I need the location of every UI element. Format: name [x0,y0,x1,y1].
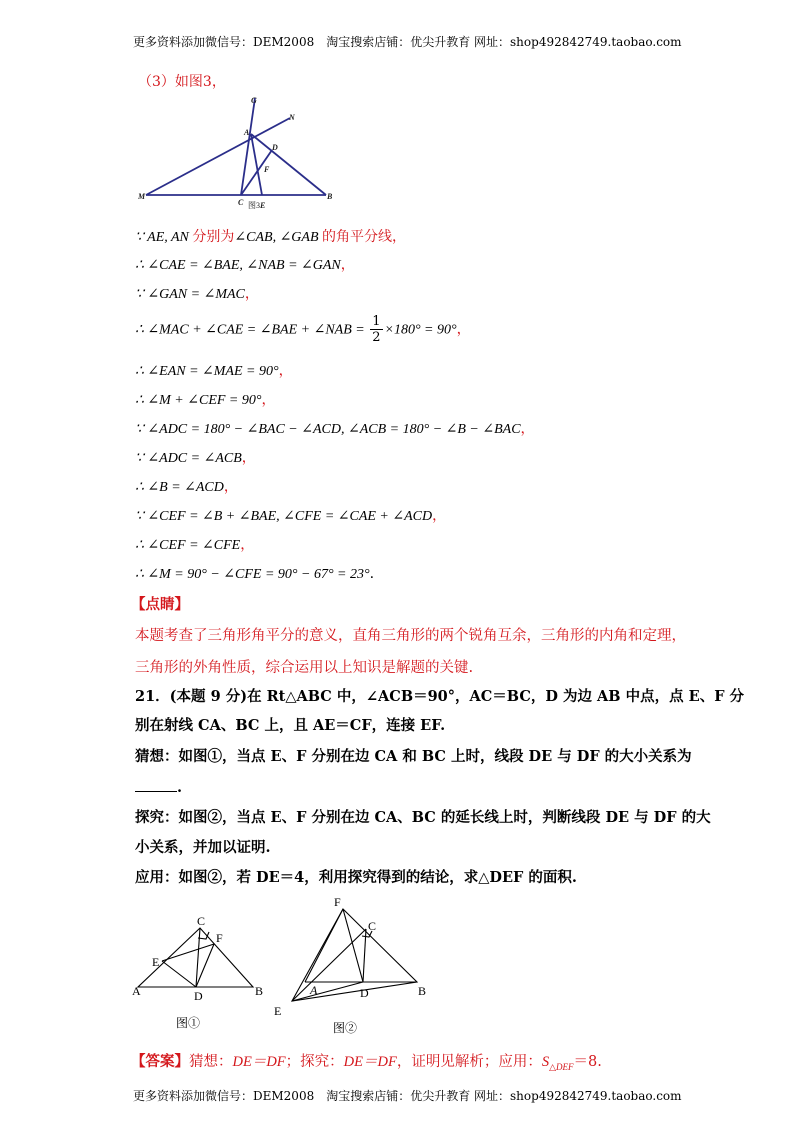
fig1-label-F: F [216,931,223,945]
figure3-caption: 图3 [248,201,260,210]
proof-line-9: ∴ ∠B = ∠ACD， [135,479,238,495]
comment-line-1: 本题考查了三角形角平分的意义，直角三角形的两个锐角互余，三角形的内角和定理， [135,628,686,644]
answer-blank [135,791,177,792]
comment-line-2: 三角形的外角性质，综合运用以上知识是解题的关键. [135,660,474,676]
proof-line-1: ∵ AE, AN 分别为∠CAB, ∠GAB 的角平分线， [135,229,407,245]
label-B: B [327,192,333,201]
fig1-label-D: D [194,989,203,1003]
figures-1-2 [128,892,448,1042]
part3-label: （3）如图3， [138,74,226,90]
fig2-label-F: F [334,895,341,909]
proof-line-4: ∴ ∠MAC + ∠CAE = ∠BAE + ∠NAB = $\frac{1}{2}$ ×180° = 90°， [135,314,471,345]
label-D: D [272,143,278,152]
fig1-label-A: A [132,984,141,998]
q21-line-4: . [135,778,182,798]
page-header: 更多资料添加微信号：DEM2008 淘宝搜索店铺：优尖升教育 网址：shop492842749.taobao.com [133,35,682,49]
comment-title: 【点睛】 [131,596,189,613]
proof-line-5: ∴ ∠EAN = ∠MAE = 90°， [135,363,293,379]
proof-line-10: ∵ ∠CEF = ∠B + ∠BAE, ∠CFE = ∠CAE + ∠ACD， [135,508,447,524]
fraction-one-half: $\frac{1}{2}$ [372,314,381,345]
fig1-caption: 图① [176,1016,201,1030]
label-N: N [289,113,295,122]
q21-line-2: 别在射线 CA、BC 上，且 AE＝CF，连接 EF. [135,717,446,734]
fig2-caption: 图② [333,1021,358,1035]
proof-line-11: ∴ ∠CEF = ∠CFE， [135,537,255,553]
page-footer: 更多资料添加微信号：DEM2008 淘宝搜索店铺：优尖升教育 网址：shop492842749.taobao.com [133,1089,682,1103]
fig2-label-E: E [274,1004,282,1018]
proof-line-8: ∵ ∠ADC = ∠ACB， [135,450,256,466]
fig2-label-B: B [418,984,427,998]
fig2-label-A: A [310,983,318,997]
proof-line-6: ∴ ∠M + ∠CEF = 90°， [135,392,276,408]
label-F: F [264,165,270,174]
answer-line: 【答案】猜想：DE＝DF；探究：DE＝DF，证明见解析；应用：$S_{\triangle DEF}=8$. [131,1053,602,1072]
fig2-label-C: C [368,919,377,933]
proof-line-2: ∴ ∠CAE = ∠BAE, ∠NAB = ∠GAN， [135,257,355,273]
q21-line-1: 21．(本题 9 分)在 Rt△ABC 中，∠ACB＝90°，AC＝BC，D 为边 AB 中点，点 E、F 分 [135,688,745,705]
proof-line-7: ∵ ∠ADC = 180° − ∠BAC − ∠ACD, ∠ACB = 180° − ∠B − ∠BAC， [135,421,535,437]
proof-line-3: ∵ ∠GAN = ∠MAC， [135,286,259,302]
q21-line-5: 探究：如图②，当点 E、F 分别在边 CA、BC 的延长线上时，判断线段 DE 与 DF 的大 [135,809,711,826]
label-E: E [260,201,266,210]
proof-line-12: ∴ ∠M = 90° − ∠CFE = 90° − 67° = 23°. [135,566,375,582]
q21-line-6: 小关系，并加以证明. [135,839,271,856]
label-C: C [238,198,244,207]
label-G: G [251,96,257,105]
label-A: A [244,128,250,137]
fig2-label-D: D [360,986,369,1000]
line-AE [251,134,262,195]
fig1-label-E: E [152,955,160,969]
q21-line-3: 猜想：如图①，当点 E、F 分别在边 CA 和 BC 上时，线段 DE 与 DF 的大小关系为 [135,748,692,765]
q21-line-7: 应用：如图②，若 DE＝4，利用探究得到的结论，求△DEF 的面积. [135,869,577,886]
fig1-label-B: B [255,984,264,998]
figure-3 [138,92,348,210]
fig1-label-C: C [197,914,206,928]
label-M: M [138,192,146,201]
